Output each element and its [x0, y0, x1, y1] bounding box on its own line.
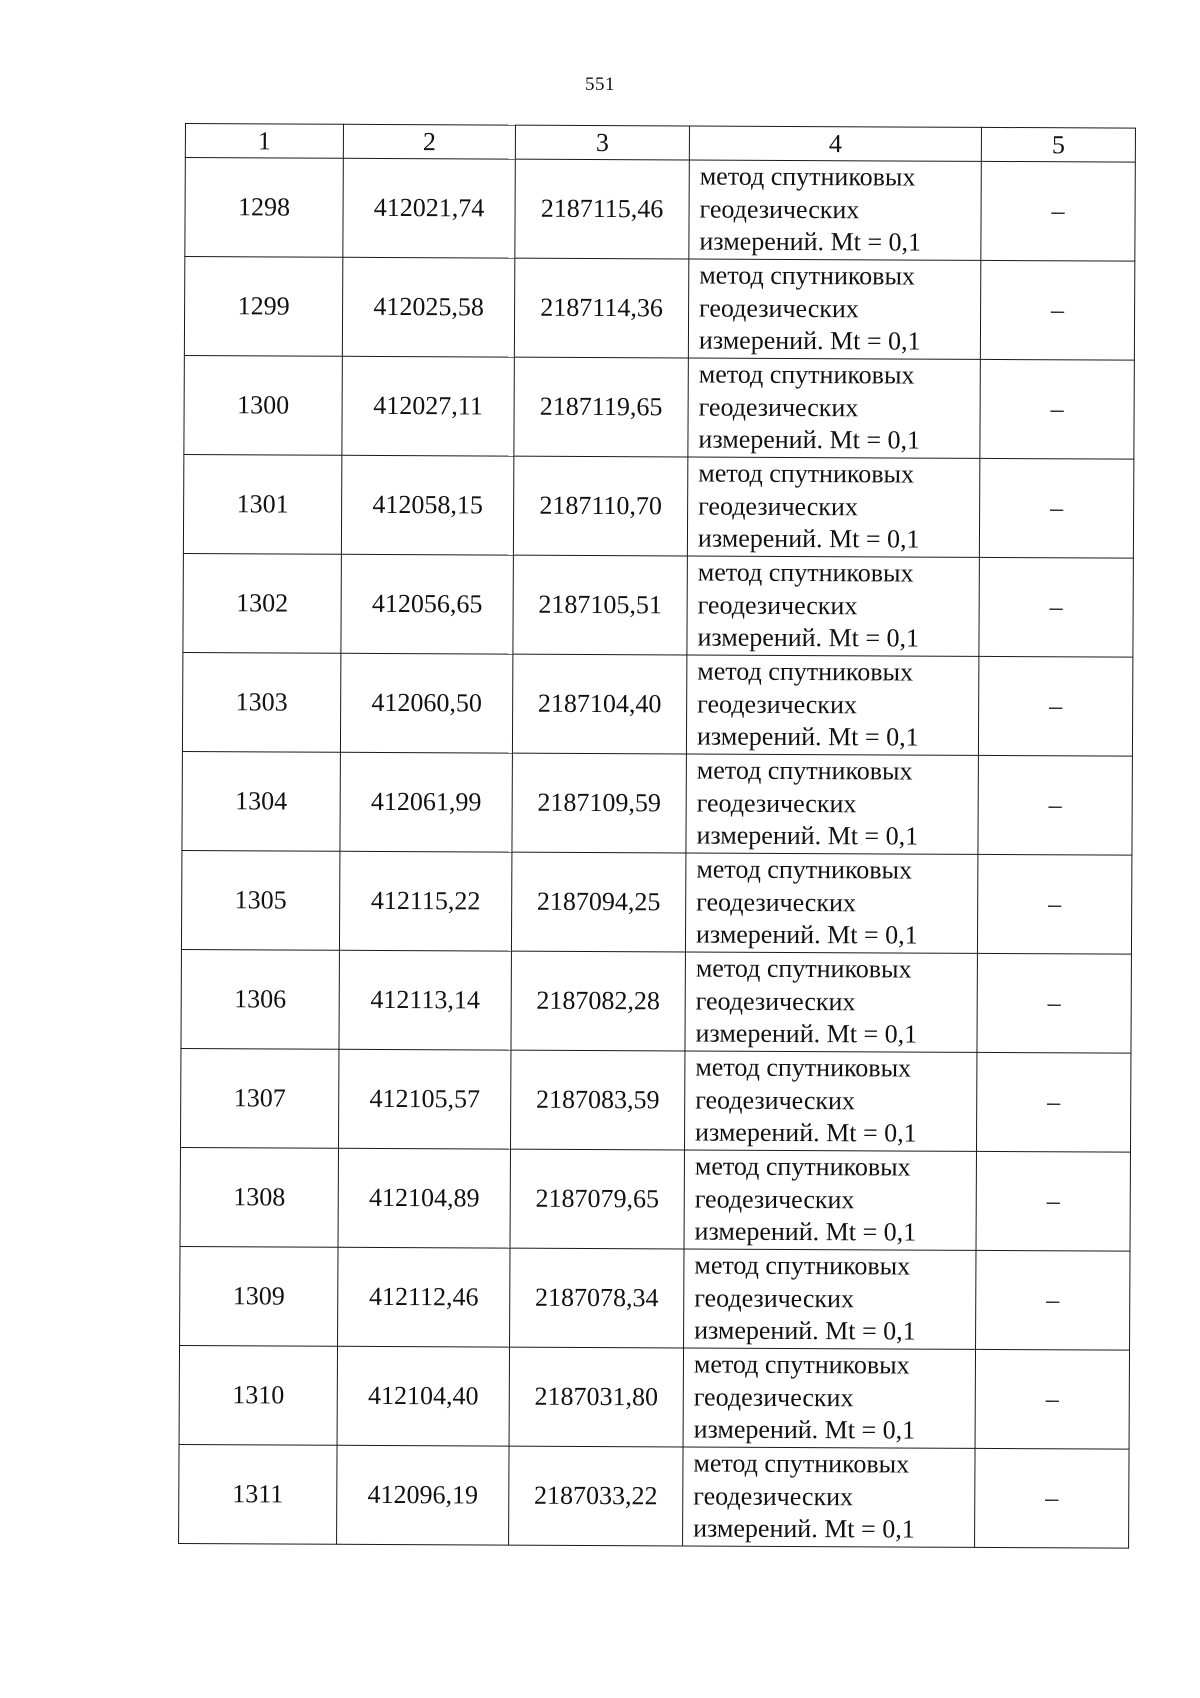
point-id-cell: 1304 — [182, 751, 340, 851]
table-row — [179, 1345, 1129, 1449]
note-cell: – — [979, 458, 1133, 558]
method-text-line-3: измерений. Mt = 0,1 — [695, 919, 918, 950]
method-cell — [688, 259, 980, 359]
method-text-line-2: геодезических — [695, 986, 856, 1017]
x-coordinate-cell: 412061,99 — [340, 752, 512, 852]
method-text-line-1: метод спутниковых — [696, 755, 913, 786]
table-row — [183, 454, 1133, 558]
y-coordinate-cell: 2187031,80 — [509, 1347, 683, 1447]
x-coordinate-cell: 412104,40 — [337, 1346, 509, 1446]
method-text-line-3: измерений. Mt = 0,1 — [697, 622, 920, 653]
method-cell — [684, 1249, 976, 1349]
method-text-line-3: измерений. Mt = 0,1 — [693, 1414, 916, 1445]
note-cell: – — [981, 161, 1135, 261]
method-cell — [687, 556, 979, 656]
x-coordinate-cell: 412104,89 — [338, 1148, 510, 1248]
method-text-line-3: измерений. Mt = 0,1 — [696, 721, 919, 752]
method-text-line-1: метод спутниковых — [696, 854, 913, 885]
y-coordinate-cell: 2187082,28 — [511, 951, 685, 1051]
note-cell: – — [976, 1250, 1130, 1350]
method-text-line-1: метод спутниковых — [694, 1151, 911, 1182]
column-header-1: 1 — [185, 124, 343, 159]
point-id-cell: 1300 — [184, 355, 342, 455]
method-text-line-1: метод спутниковых — [698, 458, 915, 489]
table-header-row — [185, 124, 1135, 163]
method-text-line-3: измерений. Mt = 0,1 — [697, 523, 920, 554]
column-header-4: 4 — [689, 126, 981, 161]
method-text-line-3: измерений. Mt = 0,1 — [694, 1216, 917, 1247]
method-text-line-2: геодезических — [698, 491, 858, 522]
method-text-line-3: измерений. Mt = 0,1 — [695, 1117, 917, 1148]
method-text-line-1: метод спутниковых — [699, 161, 916, 192]
method-text-line-1: метод спутниковых — [694, 1250, 911, 1281]
method-text-line-2: геодезических — [697, 590, 858, 621]
y-coordinate-cell: 2187110,70 — [513, 456, 687, 556]
table-row — [179, 1444, 1129, 1548]
table-row — [180, 1048, 1130, 1152]
x-coordinate-cell: 412027,11 — [342, 356, 514, 456]
table-row — [182, 652, 1132, 756]
coordinates-table — [178, 123, 1136, 1549]
method-text-line-1: метод спутниковых — [698, 359, 915, 390]
point-id-cell: 1310 — [179, 1345, 337, 1445]
method-cell — [688, 358, 980, 458]
table-row — [181, 850, 1131, 954]
table-row — [182, 751, 1132, 855]
table-row — [184, 257, 1134, 361]
point-id-cell: 1311 — [179, 1444, 337, 1544]
method-cell — [689, 160, 981, 260]
table-row — [181, 949, 1131, 1053]
method-text-line-1: метод спутниковых — [693, 1349, 910, 1380]
note-cell: – — [975, 1448, 1129, 1548]
method-text-line-2: геодезических — [697, 689, 857, 720]
x-coordinate-cell: 412115,22 — [339, 851, 511, 951]
method-text-line-2: геодезических — [696, 788, 857, 819]
method-text-line-3: измерений. Mt = 0,1 — [699, 226, 922, 257]
x-coordinate-cell: 412096,19 — [337, 1445, 509, 1545]
method-cell — [685, 952, 977, 1052]
method-text-line-3: измерений. Mt = 0,1 — [696, 820, 919, 851]
point-id-cell: 1308 — [180, 1147, 338, 1247]
x-coordinate-cell: 412113,14 — [339, 950, 511, 1050]
y-coordinate-cell: 2187115,46 — [515, 159, 689, 259]
method-cell — [687, 457, 979, 557]
method-cell — [684, 1150, 976, 1250]
note-cell: – — [978, 755, 1132, 855]
table-row — [183, 553, 1133, 657]
method-text-line-1: метод спутниковых — [697, 656, 914, 687]
x-coordinate-cell: 412056,65 — [341, 554, 513, 654]
y-coordinate-cell: 2187079,65 — [510, 1149, 684, 1249]
note-cell: – — [975, 1349, 1129, 1449]
point-id-cell: 1306 — [181, 949, 339, 1049]
method-cell — [686, 655, 978, 755]
point-id-cell: 1301 — [183, 454, 341, 554]
method-text-line-2: геодезических — [695, 1085, 856, 1116]
method-text-line-3: измерений. Mt = 0,1 — [695, 1018, 918, 1049]
table-row — [180, 1246, 1130, 1350]
note-cell: – — [976, 1052, 1130, 1152]
column-header-3: 3 — [515, 125, 689, 160]
note-cell: – — [976, 1151, 1130, 1251]
method-text-line-2: геодезических — [693, 1481, 854, 1512]
x-coordinate-cell: 412021,74 — [343, 158, 515, 258]
method-text-line-2: геодезических — [699, 194, 860, 225]
method-cell — [686, 754, 978, 854]
note-cell: – — [977, 953, 1131, 1053]
method-text-line-2: геодезических — [694, 1283, 855, 1314]
y-coordinate-cell: 2187105,51 — [513, 555, 687, 655]
note-cell: – — [978, 656, 1132, 756]
method-cell — [685, 853, 977, 953]
method-text-line-1: метод спутниковых — [695, 953, 912, 984]
method-text-line-1: метод спутниковых — [693, 1448, 910, 1479]
note-cell: – — [980, 260, 1134, 360]
method-text-line-2: геодезических — [693, 1382, 854, 1413]
method-text-line-2: геодезических — [698, 392, 859, 423]
point-id-cell: 1302 — [183, 553, 341, 653]
x-coordinate-cell: 412060,50 — [340, 653, 512, 753]
y-coordinate-cell: 2187033,22 — [509, 1446, 683, 1546]
note-cell: – — [979, 557, 1133, 657]
point-id-cell: 1299 — [184, 257, 342, 357]
method-text-line-1: метод спутниковых — [697, 557, 914, 588]
method-text-line-3: измерений. Mt = 0,1 — [693, 1513, 915, 1544]
note-cell: – — [980, 359, 1134, 459]
note-cell: – — [977, 854, 1131, 954]
method-text-line-2: геодезических — [696, 887, 857, 918]
point-id-cell: 1309 — [180, 1246, 338, 1346]
method-text-line-3: измерений. Mt = 0,1 — [694, 1315, 916, 1346]
point-id-cell: 1307 — [180, 1048, 338, 1148]
table-row — [185, 158, 1135, 262]
point-id-cell: 1298 — [185, 158, 343, 258]
y-coordinate-cell: 2187109,59 — [512, 753, 686, 853]
table-row — [184, 355, 1134, 459]
method-cell — [684, 1051, 976, 1151]
method-text-line-2: геодезических — [699, 293, 859, 324]
page-number: 551 — [585, 74, 615, 95]
point-id-cell: 1305 — [181, 850, 339, 950]
y-coordinate-cell: 2187114,36 — [514, 258, 688, 358]
method-text-line-1: метод спутниковых — [699, 260, 916, 291]
y-coordinate-cell: 2187083,59 — [510, 1050, 684, 1150]
method-text-line-3: измерений. Mt = 0,1 — [698, 424, 921, 455]
point-id-cell: 1303 — [182, 652, 340, 752]
y-coordinate-cell: 2187119,65 — [514, 357, 688, 457]
x-coordinate-cell: 412025,58 — [342, 257, 514, 357]
method-text-line-1: метод спутниковых — [695, 1052, 912, 1083]
method-text-line-3: измерений. Mt = 0,1 — [698, 325, 921, 356]
x-coordinate-cell: 412105,57 — [338, 1049, 510, 1149]
method-cell — [683, 1348, 975, 1448]
column-header-5: 5 — [981, 127, 1135, 162]
method-text-line-2: геодезических — [694, 1184, 855, 1215]
column-header-2: 2 — [343, 124, 515, 159]
x-coordinate-cell: 412112,46 — [338, 1247, 510, 1347]
y-coordinate-cell: 2187104,40 — [512, 654, 686, 754]
y-coordinate-cell: 2187094,25 — [511, 852, 685, 952]
x-coordinate-cell: 412058,15 — [341, 455, 513, 555]
table-row — [180, 1147, 1130, 1251]
y-coordinate-cell: 2187078,34 — [510, 1248, 684, 1348]
method-cell — [683, 1447, 975, 1547]
